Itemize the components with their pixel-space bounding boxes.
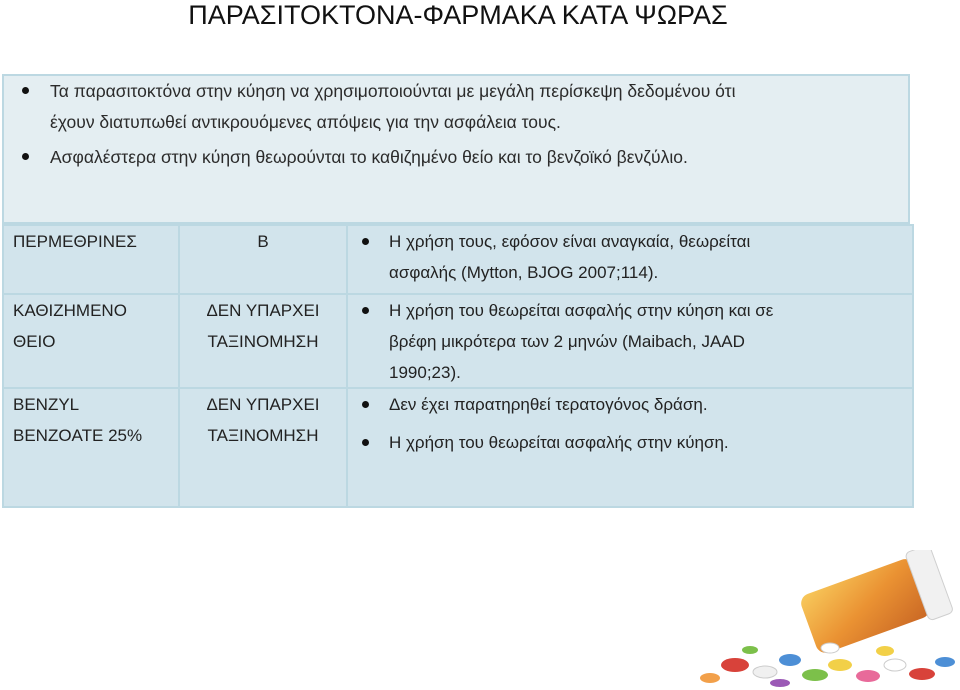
bullet-icon <box>362 439 369 446</box>
pregnancy-drug-table <box>2 224 914 508</box>
table-row-1-note-1: Η χρήση τους, εφόσον είναι αναγκαία, θεωρείται ασφαλής (Mytton, BJOG 2007;114). <box>389 232 751 282</box>
table-row-1-category: B <box>257 232 269 251</box>
intro-item-1 <box>50 76 735 138</box>
table-row-2-substance: ΚΑΘΙΖΗΜΕΝΟ ΘΕΙΟ <box>13 301 127 351</box>
table-row-3-note-1: Δεν έχει παρατηρηθεί τερατογόνος δράση. <box>389 395 708 414</box>
column-divider <box>178 224 180 508</box>
bullet-icon <box>362 238 369 245</box>
bullet-icon <box>22 153 29 160</box>
intro-item-1-line-1: Τα παρασιτοκτόνα στην κύηση να χρησιμοποιούνται με μεγάλη περίσκεψη δεδομένου ότι <box>50 81 736 101</box>
intro-item-2-line-1: Ασφαλέστερα στην κύηση θεωρούνται το καθιζημένο θείο και το βενζοϊκό βενζύλιο. <box>50 147 688 167</box>
intro-item-1-line-2: έχουν διατυπωθεί αντικρουόμενες απόψεις για την ασφάλεια τους. <box>50 112 561 132</box>
intro-item-2 <box>50 142 688 173</box>
table-row-2-note-1: Η χρήση του θεωρείται ασφαλής στην κύηση και σε βρέφη μικρότερα των 2 μηνών (Maibach, JAAD 1990;23). <box>389 301 774 382</box>
table-row-3-note-2: Η χρήση του θεωρείται ασφαλής στην κύηση. <box>389 433 729 452</box>
bullet-icon <box>362 307 369 314</box>
column-divider <box>346 224 348 508</box>
table-row-1-substance: ΠΕΡΜΕΘΡΙΝΕΣ <box>13 232 137 251</box>
table-row-3-category: ΔΕΝ ΥΠΑΡΧΕΙ ΤΑΞΙΝΟΜΗΣΗ <box>206 395 320 445</box>
scattered-pills <box>700 643 955 687</box>
bullet-icon <box>362 401 369 408</box>
table-row-3-substance: BENZYL BENZOATE 25% <box>13 395 143 445</box>
bullet-icon <box>22 87 29 94</box>
page-title: ΠΑΡΑΣΙΤΟΚΤΟΝΑ-ΦΑΡΜΑΚΑ ΚΑΤΑ ΨΩΡΑΣ <box>188 0 728 30</box>
pill-bottle <box>797 550 954 660</box>
intro-box <box>2 74 910 224</box>
table-row-2-category: ΔΕΝ ΥΠΑΡΧΕΙ ΤΑΞΙΝΟΜΗΣΗ <box>206 301 320 351</box>
pills-image <box>640 550 960 690</box>
